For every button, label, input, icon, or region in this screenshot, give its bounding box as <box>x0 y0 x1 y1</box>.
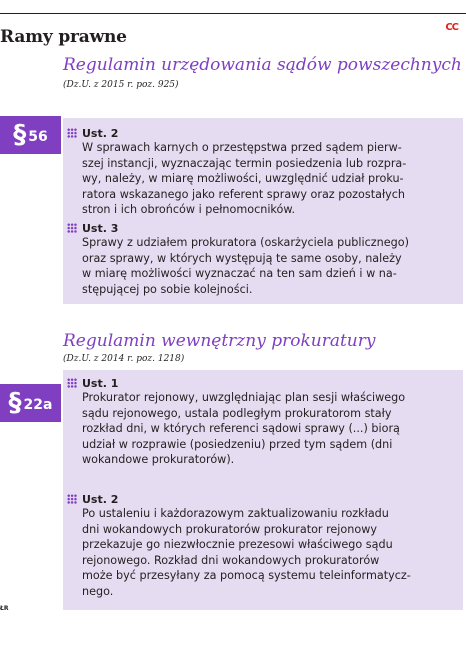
ust-block <box>67 376 455 468</box>
ust-label: Ust. 1 <box>82 376 119 390</box>
law-title: Regulamin urzędowania sądów powszechnych <box>63 55 462 75</box>
law-reference: (Dz.U. z 2015 r. poz. 925) <box>63 80 179 90</box>
section-number: 22a <box>23 397 53 413</box>
grid-icon <box>67 378 77 388</box>
law-panel <box>63 370 463 610</box>
ust-label: Ust. 3 <box>82 221 119 235</box>
section-number: 56 <box>28 129 48 145</box>
paragraph-symbol: § <box>13 120 27 150</box>
top-rule <box>0 13 466 14</box>
paragraph-symbol: § <box>8 388 22 418</box>
law-reference: (Dz.U. z 2014 r. poz. 1218) <box>63 354 185 364</box>
ust-text: W sprawach karnych o przestępstwa przed sądem pierw- szej instancji, wyznaczając termin posiedzenia lub rozpra- wy, należy, w miarę możliwości, uwzględnić udział proku- ratora wskazanego jako referent sprawy oraz pozostałych stron i ich obrońców i pełnomocników. <box>82 141 407 217</box>
page-title: Ramy prawne <box>0 27 127 47</box>
grid-icon <box>67 494 77 504</box>
ust-block <box>67 221 455 297</box>
ust-text: Po ustaleniu i każdorazowym zaktualizowaniu rozkładu dni wokandowych prokuratorów prokurator rejonowy przekazuje go niezwłocznie prezesowi właściwego sądu rejonowego. Rozkład dni wokandowych prokuratorów może być przesyłany za pomocą systemu teleinformatycz- nego. <box>82 507 411 598</box>
law-title: Regulamin wewnętrzny prokuratury <box>63 331 376 351</box>
author-mark: ŁR <box>0 605 9 612</box>
ust-label: Ust. 2 <box>82 492 119 506</box>
grid-icon <box>67 223 77 233</box>
cc-license-icon: CC <box>445 22 458 33</box>
section-tab <box>0 384 61 422</box>
ust-text: Sprawy z udziałem prokuratora (oskarżyciela publicznego) oraz sprawy, w których występują te same osoby, należy w miarę możliwości wyznaczać na ten sam dzień i w na- stępującej po sobie kolejności. <box>82 236 409 296</box>
ust-block <box>67 492 455 600</box>
ust-block <box>67 126 455 218</box>
ust-text: Prokurator rejonowy, uwzględniając plan sesji właściwego sądu rejonowego, ustala podległym prokuratorom stały rozkład dni, w których referenci sądowi sprawy (...) biorą udział w rozprawie (posiedzeniu) przed tym sądem (dni wokandowe prokuratorów). <box>82 391 406 467</box>
section-tab <box>0 116 61 154</box>
law-panel <box>63 118 463 304</box>
grid-icon <box>67 128 77 138</box>
ust-label: Ust. 2 <box>82 126 119 140</box>
